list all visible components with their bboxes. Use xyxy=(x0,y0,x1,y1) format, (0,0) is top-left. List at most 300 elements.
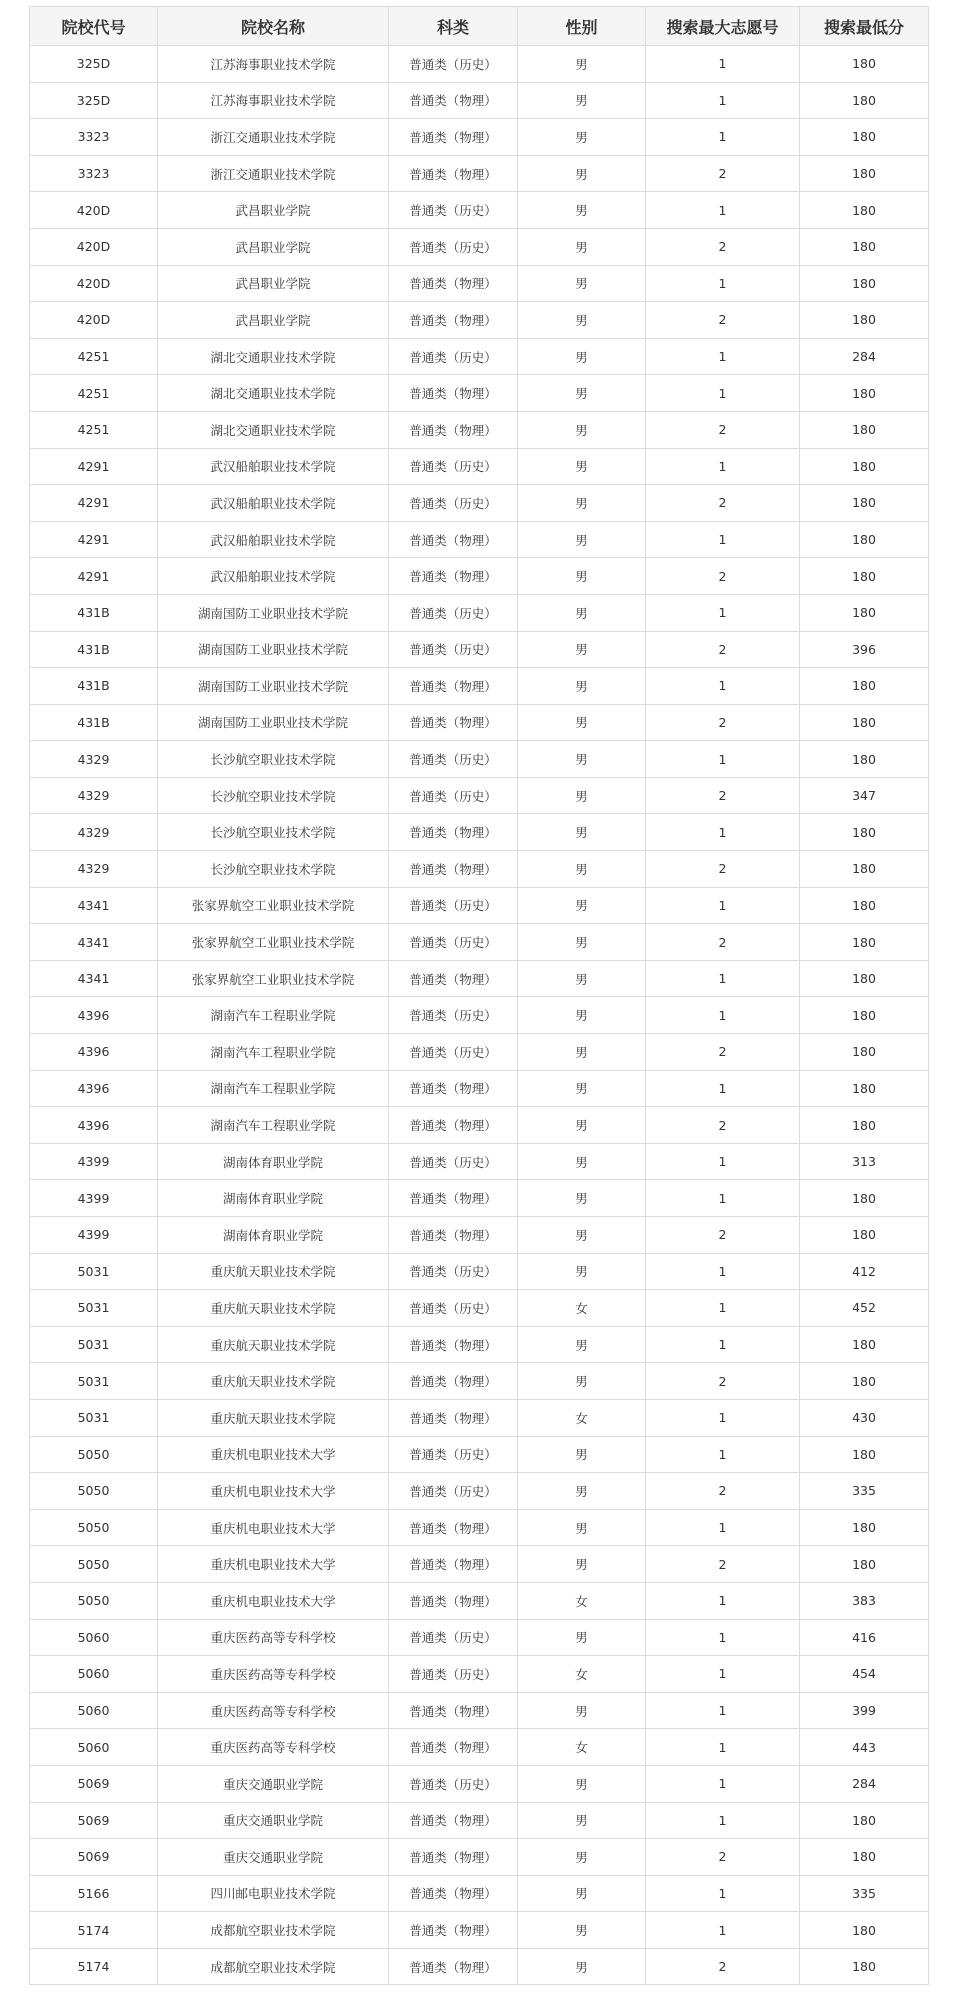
cell-gender: 男 xyxy=(518,1217,646,1254)
table-row xyxy=(30,1180,929,1217)
cell-gender: 男 xyxy=(518,997,646,1034)
cell-category: 普通类（物理） xyxy=(389,1509,518,1546)
cell-gender: 男 xyxy=(518,1839,646,1876)
cell-school-code: 4341 xyxy=(30,960,158,997)
cell-gender: 男 xyxy=(518,777,646,814)
cell-category: 普通类（物理） xyxy=(389,1107,518,1144)
cell-school-code: 5060 xyxy=(30,1729,158,1766)
cell-category: 普通类（物理） xyxy=(389,521,518,558)
cell-school-code: 5166 xyxy=(30,1875,158,1912)
cell-min-score: 180 xyxy=(800,1802,929,1839)
cell-min-score: 180 xyxy=(800,485,929,522)
cell-category: 普通类（历史） xyxy=(389,741,518,778)
cell-min-score: 452 xyxy=(800,1290,929,1327)
table-row xyxy=(30,1839,929,1876)
cell-school-code: 5050 xyxy=(30,1509,158,1546)
cell-school-name: 重庆交通职业学院 xyxy=(158,1802,389,1839)
cell-max-choice-number: 1 xyxy=(646,1802,800,1839)
cell-school-name: 长沙航空职业技术学院 xyxy=(158,741,389,778)
table-row xyxy=(30,1107,929,1144)
cell-category: 普通类（历史） xyxy=(389,1034,518,1071)
cell-min-score: 335 xyxy=(800,1875,929,1912)
cell-school-name: 重庆医药高等专科学校 xyxy=(158,1619,389,1656)
cell-school-name: 武汉船舶职业技术学院 xyxy=(158,558,389,595)
cell-school-name: 浙江交通职业技术学院 xyxy=(158,155,389,192)
cell-school-code: 5050 xyxy=(30,1582,158,1619)
cell-school-code: 4251 xyxy=(30,411,158,448)
cell-max-choice-number: 1 xyxy=(646,1253,800,1290)
cell-min-score: 399 xyxy=(800,1692,929,1729)
table-row xyxy=(30,814,929,851)
cell-school-name: 湖南体育职业学院 xyxy=(158,1217,389,1254)
cell-max-choice-number: 1 xyxy=(646,1070,800,1107)
table-row xyxy=(30,1363,929,1400)
cell-min-score: 396 xyxy=(800,631,929,668)
admission-table-container xyxy=(29,6,928,1985)
cell-school-code: 4251 xyxy=(30,375,158,412)
cell-school-code: 5174 xyxy=(30,1948,158,1985)
cell-school-name: 重庆航天职业技术学院 xyxy=(158,1363,389,1400)
header-row xyxy=(30,7,929,46)
cell-gender: 男 xyxy=(518,1143,646,1180)
cell-category: 普通类（物理） xyxy=(389,1399,518,1436)
cell-max-choice-number: 2 xyxy=(646,924,800,961)
cell-school-code: 5050 xyxy=(30,1436,158,1473)
cell-gender: 男 xyxy=(518,228,646,265)
header-school-code: 院校代号 xyxy=(30,7,158,46)
cell-category: 普通类（物理） xyxy=(389,411,518,448)
cell-max-choice-number: 1 xyxy=(646,1875,800,1912)
cell-school-name: 张家界航空工业职业技术学院 xyxy=(158,960,389,997)
cell-gender: 男 xyxy=(518,668,646,705)
cell-school-name: 浙江交通职业技术学院 xyxy=(158,119,389,156)
cell-school-code: 4341 xyxy=(30,887,158,924)
cell-min-score: 180 xyxy=(800,375,929,412)
cell-max-choice-number: 1 xyxy=(646,741,800,778)
cell-school-name: 重庆航天职业技术学院 xyxy=(158,1326,389,1363)
cell-min-score: 180 xyxy=(800,192,929,229)
cell-gender: 男 xyxy=(518,46,646,83)
cell-school-name: 湖南国防工业职业技术学院 xyxy=(158,594,389,631)
cell-category: 普通类（历史） xyxy=(389,594,518,631)
cell-min-score: 180 xyxy=(800,1546,929,1583)
cell-category: 普通类（物理） xyxy=(389,155,518,192)
table-row xyxy=(30,1729,929,1766)
cell-min-score: 430 xyxy=(800,1399,929,1436)
cell-category: 普通类（物理） xyxy=(389,1875,518,1912)
cell-gender: 男 xyxy=(518,887,646,924)
cell-min-score: 180 xyxy=(800,558,929,595)
cell-min-score: 180 xyxy=(800,265,929,302)
cell-school-code: 5050 xyxy=(30,1473,158,1510)
cell-school-name: 湖南国防工业职业技术学院 xyxy=(158,631,389,668)
cell-category: 普通类（历史） xyxy=(389,228,518,265)
cell-gender: 女 xyxy=(518,1290,646,1327)
cell-category: 普通类（历史） xyxy=(389,1656,518,1693)
cell-gender: 男 xyxy=(518,1363,646,1400)
cell-min-score: 383 xyxy=(800,1582,929,1619)
table-row xyxy=(30,411,929,448)
table-row xyxy=(30,668,929,705)
cell-category: 普通类（历史） xyxy=(389,1436,518,1473)
header-min-score: 搜索最低分 xyxy=(800,7,929,46)
cell-max-choice-number: 2 xyxy=(646,704,800,741)
cell-max-choice-number: 1 xyxy=(646,1399,800,1436)
table-body xyxy=(30,46,929,1985)
cell-school-code: 4399 xyxy=(30,1143,158,1180)
table-row xyxy=(30,1619,929,1656)
cell-category: 普通类（历史） xyxy=(389,192,518,229)
cell-gender: 男 xyxy=(518,1253,646,1290)
cell-category: 普通类（物理） xyxy=(389,558,518,595)
cell-category: 普通类（物理） xyxy=(389,1948,518,1985)
cell-gender: 男 xyxy=(518,1619,646,1656)
table-row xyxy=(30,704,929,741)
cell-school-name: 武汉船舶职业技术学院 xyxy=(158,521,389,558)
table-header xyxy=(30,7,929,46)
cell-max-choice-number: 2 xyxy=(646,1107,800,1144)
table-row xyxy=(30,924,929,961)
cell-school-name: 武昌职业学院 xyxy=(158,265,389,302)
cell-gender: 男 xyxy=(518,338,646,375)
cell-school-code: 5031 xyxy=(30,1399,158,1436)
cell-school-code: 4291 xyxy=(30,521,158,558)
table-row xyxy=(30,228,929,265)
cell-gender: 男 xyxy=(518,485,646,522)
cell-gender: 男 xyxy=(518,1034,646,1071)
cell-category: 普通类（历史） xyxy=(389,887,518,924)
cell-gender: 女 xyxy=(518,1729,646,1766)
cell-school-name: 四川邮电职业技术学院 xyxy=(158,1875,389,1912)
table-row xyxy=(30,302,929,339)
cell-gender: 男 xyxy=(518,1473,646,1510)
cell-max-choice-number: 1 xyxy=(646,82,800,119)
cell-category: 普通类（历史） xyxy=(389,448,518,485)
cell-category: 普通类（物理） xyxy=(389,704,518,741)
table-row xyxy=(30,46,929,83)
cell-gender: 男 xyxy=(518,521,646,558)
cell-school-code: 5060 xyxy=(30,1619,158,1656)
table-row xyxy=(30,887,929,924)
table-row xyxy=(30,1326,929,1363)
cell-category: 普通类（历史） xyxy=(389,338,518,375)
cell-school-name: 重庆医药高等专科学校 xyxy=(158,1692,389,1729)
cell-category: 普通类（历史） xyxy=(389,1473,518,1510)
cell-max-choice-number: 1 xyxy=(646,338,800,375)
cell-min-score: 180 xyxy=(800,1948,929,1985)
cell-school-name: 湖南国防工业职业技术学院 xyxy=(158,668,389,705)
header-school-name: 院校名称 xyxy=(158,7,389,46)
cell-school-name: 成都航空职业技术学院 xyxy=(158,1912,389,1949)
cell-max-choice-number: 1 xyxy=(646,1326,800,1363)
cell-school-name: 重庆航天职业技术学院 xyxy=(158,1290,389,1327)
table-row xyxy=(30,192,929,229)
table-row xyxy=(30,1765,929,1802)
cell-gender: 男 xyxy=(518,411,646,448)
cell-max-choice-number: 1 xyxy=(646,1765,800,1802)
cell-gender: 男 xyxy=(518,1692,646,1729)
cell-max-choice-number: 1 xyxy=(646,1290,800,1327)
cell-min-score: 180 xyxy=(800,851,929,888)
cell-max-choice-number: 2 xyxy=(646,1217,800,1254)
cell-max-choice-number: 1 xyxy=(646,375,800,412)
cell-max-choice-number: 2 xyxy=(646,631,800,668)
cell-school-code: 431B xyxy=(30,704,158,741)
cell-gender: 男 xyxy=(518,1948,646,1985)
cell-min-score: 335 xyxy=(800,1473,929,1510)
cell-school-code: 3323 xyxy=(30,155,158,192)
cell-min-score: 180 xyxy=(800,1070,929,1107)
cell-school-name: 湖南汽车工程职业学院 xyxy=(158,997,389,1034)
cell-school-code: 4291 xyxy=(30,448,158,485)
cell-school-code: 5031 xyxy=(30,1363,158,1400)
cell-category: 普通类（物理） xyxy=(389,265,518,302)
cell-school-name: 江苏海事职业技术学院 xyxy=(158,46,389,83)
cell-gender: 男 xyxy=(518,82,646,119)
cell-school-code: 5069 xyxy=(30,1839,158,1876)
cell-min-score: 180 xyxy=(800,1912,929,1949)
table-row xyxy=(30,1217,929,1254)
cell-school-code: 420D xyxy=(30,228,158,265)
table-row xyxy=(30,485,929,522)
cell-school-code: 4396 xyxy=(30,997,158,1034)
cell-min-score: 180 xyxy=(800,741,929,778)
cell-min-score: 180 xyxy=(800,997,929,1034)
cell-school-name: 湖南汽车工程职业学院 xyxy=(158,1070,389,1107)
cell-min-score: 443 xyxy=(800,1729,929,1766)
cell-gender: 男 xyxy=(518,302,646,339)
cell-min-score: 180 xyxy=(800,887,929,924)
cell-max-choice-number: 2 xyxy=(646,155,800,192)
cell-gender: 男 xyxy=(518,1802,646,1839)
cell-category: 普通类（历史） xyxy=(389,1290,518,1327)
cell-min-score: 180 xyxy=(800,1107,929,1144)
cell-school-code: 431B xyxy=(30,631,158,668)
cell-max-choice-number: 2 xyxy=(646,228,800,265)
cell-min-score: 180 xyxy=(800,1034,929,1071)
cell-gender: 男 xyxy=(518,155,646,192)
cell-school-name: 江苏海事职业技术学院 xyxy=(158,82,389,119)
cell-gender: 男 xyxy=(518,594,646,631)
cell-min-score: 284 xyxy=(800,338,929,375)
cell-min-score: 180 xyxy=(800,924,929,961)
cell-school-name: 重庆机电职业技术大学 xyxy=(158,1473,389,1510)
cell-school-name: 张家界航空工业职业技术学院 xyxy=(158,924,389,961)
table-row xyxy=(30,1948,929,1985)
cell-max-choice-number: 1 xyxy=(646,521,800,558)
cell-max-choice-number: 1 xyxy=(646,1143,800,1180)
cell-min-score: 180 xyxy=(800,1436,929,1473)
cell-gender: 男 xyxy=(518,924,646,961)
cell-min-score: 180 xyxy=(800,594,929,631)
cell-category: 普通类（物理） xyxy=(389,668,518,705)
cell-school-name: 湖北交通职业技术学院 xyxy=(158,411,389,448)
cell-school-name: 湖北交通职业技术学院 xyxy=(158,338,389,375)
cell-max-choice-number: 2 xyxy=(646,1839,800,1876)
cell-category: 普通类（历史） xyxy=(389,485,518,522)
cell-max-choice-number: 1 xyxy=(646,1656,800,1693)
cell-school-code: 3323 xyxy=(30,119,158,156)
cell-max-choice-number: 1 xyxy=(646,960,800,997)
cell-school-code: 5060 xyxy=(30,1656,158,1693)
cell-school-name: 武昌职业学院 xyxy=(158,228,389,265)
cell-category: 普通类（物理） xyxy=(389,814,518,851)
cell-school-name: 武汉船舶职业技术学院 xyxy=(158,485,389,522)
cell-min-score: 180 xyxy=(800,448,929,485)
cell-max-choice-number: 1 xyxy=(646,119,800,156)
cell-school-code: 5031 xyxy=(30,1326,158,1363)
cell-gender: 男 xyxy=(518,1326,646,1363)
cell-gender: 女 xyxy=(518,1399,646,1436)
cell-max-choice-number: 1 xyxy=(646,1180,800,1217)
cell-school-code: 4329 xyxy=(30,777,158,814)
cell-school-name: 重庆机电职业技术大学 xyxy=(158,1546,389,1583)
cell-gender: 男 xyxy=(518,1912,646,1949)
cell-school-name: 长沙航空职业技术学院 xyxy=(158,777,389,814)
header-category: 科类 xyxy=(389,7,518,46)
cell-school-name: 武昌职业学院 xyxy=(158,192,389,229)
cell-min-score: 412 xyxy=(800,1253,929,1290)
cell-category: 普通类（物理） xyxy=(389,1912,518,1949)
cell-category: 普通类（物理） xyxy=(389,1582,518,1619)
cell-school-code: 5060 xyxy=(30,1692,158,1729)
cell-category: 普通类（物理） xyxy=(389,1217,518,1254)
cell-school-code: 5174 xyxy=(30,1912,158,1949)
cell-min-score: 284 xyxy=(800,1765,929,1802)
admission-score-table xyxy=(29,6,929,1985)
cell-min-score: 180 xyxy=(800,960,929,997)
cell-school-code: 5031 xyxy=(30,1290,158,1327)
cell-school-code: 4329 xyxy=(30,851,158,888)
cell-gender: 男 xyxy=(518,1875,646,1912)
table-row xyxy=(30,82,929,119)
cell-category: 普通类（历史） xyxy=(389,777,518,814)
table-row xyxy=(30,777,929,814)
table-row xyxy=(30,997,929,1034)
cell-school-code: 431B xyxy=(30,594,158,631)
cell-school-name: 湖南国防工业职业技术学院 xyxy=(158,704,389,741)
cell-category: 普通类（物理） xyxy=(389,1546,518,1583)
cell-school-name: 武昌职业学院 xyxy=(158,302,389,339)
cell-min-score: 180 xyxy=(800,668,929,705)
header-max-choice-number: 搜索最大志愿号 xyxy=(646,7,800,46)
cell-gender: 女 xyxy=(518,1656,646,1693)
cell-min-score: 180 xyxy=(800,155,929,192)
cell-school-name: 湖南汽车工程职业学院 xyxy=(158,1034,389,1071)
cell-max-choice-number: 1 xyxy=(646,1912,800,1949)
cell-school-name: 湖南体育职业学院 xyxy=(158,1180,389,1217)
cell-gender: 男 xyxy=(518,741,646,778)
cell-school-code: 325D xyxy=(30,82,158,119)
cell-min-score: 180 xyxy=(800,521,929,558)
cell-min-score: 180 xyxy=(800,82,929,119)
cell-min-score: 180 xyxy=(800,1509,929,1546)
cell-school-code: 4329 xyxy=(30,741,158,778)
table-row xyxy=(30,558,929,595)
cell-gender: 男 xyxy=(518,119,646,156)
table-row xyxy=(30,1473,929,1510)
cell-school-code: 5050 xyxy=(30,1546,158,1583)
cell-category: 普通类（物理） xyxy=(389,1070,518,1107)
cell-category: 普通类（物理） xyxy=(389,375,518,412)
cell-max-choice-number: 1 xyxy=(646,997,800,1034)
table-row xyxy=(30,1070,929,1107)
cell-gender: 男 xyxy=(518,1436,646,1473)
table-row xyxy=(30,1692,929,1729)
cell-gender: 男 xyxy=(518,1765,646,1802)
cell-max-choice-number: 2 xyxy=(646,1948,800,1985)
table-row xyxy=(30,155,929,192)
cell-school-code: 4291 xyxy=(30,485,158,522)
cell-category: 普通类（物理） xyxy=(389,1729,518,1766)
cell-school-name: 重庆航天职业技术学院 xyxy=(158,1399,389,1436)
cell-gender: 女 xyxy=(518,1582,646,1619)
cell-category: 普通类（物理） xyxy=(389,1326,518,1363)
table-row xyxy=(30,1509,929,1546)
cell-gender: 男 xyxy=(518,1107,646,1144)
table-row xyxy=(30,1034,929,1071)
cell-gender: 男 xyxy=(518,1546,646,1583)
cell-school-code: 4399 xyxy=(30,1180,158,1217)
cell-school-name: 重庆机电职业技术大学 xyxy=(158,1436,389,1473)
cell-school-name: 重庆医药高等专科学校 xyxy=(158,1656,389,1693)
cell-category: 普通类（物理） xyxy=(389,1839,518,1876)
cell-max-choice-number: 1 xyxy=(646,814,800,851)
table-row xyxy=(30,1253,929,1290)
cell-school-code: 420D xyxy=(30,302,158,339)
table-row xyxy=(30,1399,929,1436)
cell-category: 普通类（物理） xyxy=(389,1692,518,1729)
table-row xyxy=(30,375,929,412)
cell-gender: 男 xyxy=(518,448,646,485)
table-row xyxy=(30,1875,929,1912)
cell-category: 普通类（历史） xyxy=(389,997,518,1034)
cell-min-score: 180 xyxy=(800,1363,929,1400)
cell-min-score: 180 xyxy=(800,1326,929,1363)
cell-max-choice-number: 1 xyxy=(646,46,800,83)
cell-max-choice-number: 1 xyxy=(646,448,800,485)
cell-gender: 男 xyxy=(518,851,646,888)
cell-category: 普通类（历史） xyxy=(389,1253,518,1290)
cell-max-choice-number: 2 xyxy=(646,411,800,448)
cell-max-choice-number: 2 xyxy=(646,851,800,888)
cell-min-score: 180 xyxy=(800,119,929,156)
cell-max-choice-number: 2 xyxy=(646,1363,800,1400)
cell-max-choice-number: 1 xyxy=(646,265,800,302)
table-row xyxy=(30,1802,929,1839)
cell-school-name: 武汉船舶职业技术学院 xyxy=(158,448,389,485)
cell-gender: 男 xyxy=(518,1180,646,1217)
table-row xyxy=(30,521,929,558)
cell-category: 普通类（物理） xyxy=(389,1363,518,1400)
cell-max-choice-number: 1 xyxy=(646,1582,800,1619)
table-row xyxy=(30,1436,929,1473)
cell-min-score: 180 xyxy=(800,411,929,448)
cell-school-code: 5031 xyxy=(30,1253,158,1290)
cell-min-score: 180 xyxy=(800,704,929,741)
cell-gender: 男 xyxy=(518,960,646,997)
table-row xyxy=(30,1656,929,1693)
cell-category: 普通类（历史） xyxy=(389,1619,518,1656)
cell-max-choice-number: 2 xyxy=(646,777,800,814)
cell-school-code: 4341 xyxy=(30,924,158,961)
cell-category: 普通类（历史） xyxy=(389,631,518,668)
table-row xyxy=(30,1912,929,1949)
cell-max-choice-number: 1 xyxy=(646,887,800,924)
cell-gender: 男 xyxy=(518,192,646,229)
cell-school-code: 420D xyxy=(30,192,158,229)
cell-school-name: 湖南体育职业学院 xyxy=(158,1143,389,1180)
